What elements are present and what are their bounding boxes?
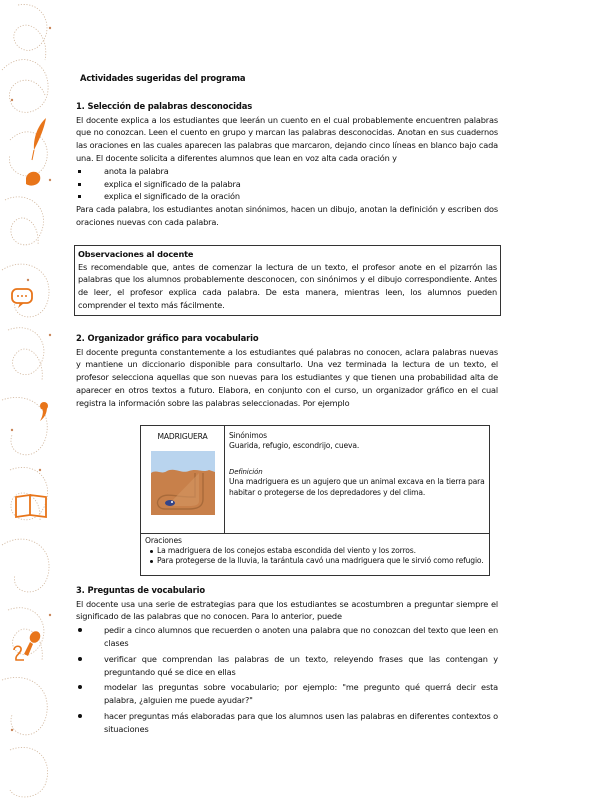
list-item: La madriguera de los conejos estaba escondida del viento y los zorros. [145, 546, 485, 556]
vocabulary-organizer-table [140, 425, 490, 576]
section-heading: 2. Organizador gráfico para vocabulario [76, 332, 259, 343]
decorative-margin [0, 0, 62, 800]
section-vocabulary-questions [76, 584, 498, 736]
section-heading: 1. Selección de palabras desconocidas [76, 100, 253, 111]
organizer-details-cell [225, 426, 489, 533]
list-item: Para protegerse de la lluvia, la tarántula cavó una madriguera que le sirvió como refugio. [145, 556, 485, 566]
section-heading: 3. Preguntas de vocabulario [76, 584, 205, 595]
sentences-label: Oraciones [145, 535, 182, 545]
list-item: explica el significado de la oración [76, 190, 498, 203]
speech-bubble-icon [12, 289, 32, 308]
bullet-list [76, 165, 498, 203]
list-item: explica el significado de la palabra [76, 178, 498, 191]
organizer-word-cell [141, 426, 225, 533]
list-item: verificar que comprendan las palabras de un texto, releyendo frases que las contengan y preguntando qué se dice en ellas [76, 653, 498, 679]
section-paragraph: El docente pregunta constantemente a los estudiantes qué palabras no conocen, aclara palabras nuevas y mantiene un diccionario disponible para consultarlo. Una vez terminada la lectura de un texto, el profesor selecciona aquellas que son nuevas para los estudiantes y que tienen una probabilidad alta de aparecer en otros textos a futuro. Elabora, en conjunto con el curso, un organizador gráfico en el cual registra la información sobre las palabras seleccionadas. Por ejemplo [76, 346, 498, 408]
sentences-list [145, 546, 485, 567]
section-closing: Para cada palabra, los estudiantes anotan sinónimos, hacen un dibujo, anotan la definición y escriben dos oraciones nuevas con cada palabra. [76, 204, 498, 227]
organizer-word: MADRIGUERA [157, 431, 208, 441]
burrow-illustration [151, 451, 215, 515]
list-item: modelar las preguntas sobre vocabulario; por ejemplo: "me pregunto qué querrá decir esta palabra, ¿alguien me puede ayudar?" [76, 681, 498, 707]
synonyms-label: Sinónimos [229, 430, 267, 440]
teacher-observations-box [74, 245, 501, 316]
list-item: pedir a cinco alumnos que recuerden o anoten una palabra que no conozcan del texto que leen en clases [76, 624, 498, 650]
list-item: anota la palabra [76, 165, 498, 178]
definition-label: Definición [229, 467, 263, 476]
document-title: Actividades sugeridas del programa [80, 73, 246, 83]
observations-text: Es recomendable que, antes de comenzar la lectura de un texto, el profesor anote en el pizarrón las palabras que los alumnos probablemente desconocen, con sinónimos y el dibujo correspondiente. Antes de leer, el profesor explica cada palabra. De esta manera, mientras leen, los alumnos pueden comprender el texto más fácilmente. [78, 261, 497, 310]
synonyms-text: Guarida, refugio, escondrijo, cueva. [229, 441, 360, 451]
bullet-list [76, 624, 498, 735]
section-graphic-organizer [76, 332, 498, 576]
definition-text: Una madriguera es un agujero que un animal excava en la tierra para habitar o protegerse de los depredadores y del clima. [229, 477, 485, 497]
organizer-sentences-cell [141, 534, 489, 575]
open-book-icon [16, 495, 46, 517]
section-paragraph: El docente usa una serie de estrategias para que los estudiantes se acostumbren a preguntar siempre el significado de las palabras que no conocen. Para lo anterior, puede [76, 598, 498, 622]
section-word-selection [76, 100, 498, 229]
observations-heading: Observaciones al docente [78, 248, 194, 259]
section-paragraph: El docente explica a los estudiantes que leerán un cuento en el cual probablemente encuentren palabras que no conozcan. Leen el cuento en grupo y marcan las palabras desconocidas. Anotan en sus cuadernos las oraciones en las cuales aparecen las palabras que marcaron, dejando cinco líneas en blanco bajo cada una. El docente solicita a diferentes alumnos que lean en voz alta cada oración y [76, 114, 498, 163]
feather-quill-icon [26, 118, 46, 186]
list-item: hacer preguntas más elaboradas para que los alumnos usen las palabras en diferentes contextos o situaciones [76, 710, 498, 736]
comma-icon [40, 402, 48, 421]
document-page [76, 72, 498, 739]
microphone-question-icon [14, 629, 42, 660]
